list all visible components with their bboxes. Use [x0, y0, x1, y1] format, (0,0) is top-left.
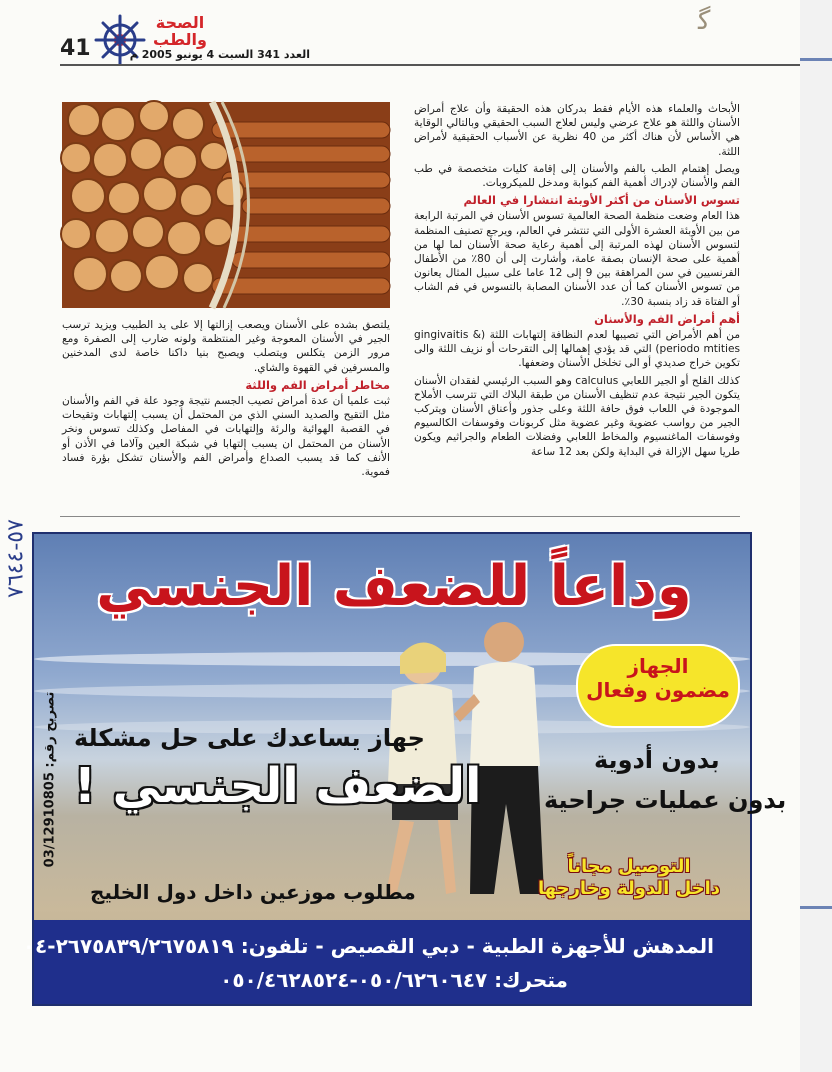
- delivery-line-1: التوصيل مجاناً: [567, 856, 691, 877]
- header-divider: [60, 64, 800, 66]
- guarantee-badge: [576, 644, 740, 728]
- ad-helps-text: جهاز يساعدك على حل مشكلة: [74, 724, 425, 752]
- ad-problem-text: الضعف الجنسي !: [74, 758, 482, 814]
- margin-note-text: ٥٧-٧٦٤٤: [3, 519, 29, 598]
- contact-address-phone: المدهش للأجهزة الطبية - دبي القصيص - تلفون: ٢٦٧٥٨٣٩/٢٦٧٥٨١٩-٠٤: [22, 934, 714, 958]
- logo-line-2: والطب: [153, 30, 207, 49]
- handwritten-mark: ﮔ: [698, 6, 711, 36]
- article-paragraph: من أهم الأمراض التي تصيبها لعدم النظافة إلتهابات اللثة (gingivaitis & periodo mtities) التي قد يؤدي إهمالها إلى التقرحات أو نزيف اللثة والى تكوين خراج صديدي أو الى تخلخل الأسنان وضعفها.: [414, 329, 740, 370]
- delivery-line-2: داخل الدولة وخارجها: [537, 878, 721, 899]
- handwritten-margin-note: [0, 480, 32, 640]
- ad-delivery: [534, 856, 724, 900]
- ad-headline: وداعاً للضعف الجنسي: [96, 554, 692, 619]
- advertisement: [22, 532, 787, 1006]
- license-number: تصريح رقم: 03/12910805: [42, 691, 58, 868]
- page-number: 41: [60, 36, 91, 61]
- ad-no-medicine: بدون أدوية: [594, 746, 720, 774]
- badge-line-1: الجهاز: [627, 654, 689, 678]
- ad-distributors: مطلوب موزعين داخل دول الخليج: [90, 880, 416, 904]
- article-subheading: تسوس الأسنان من أكثر الأوبئة انتشارا في العالم: [463, 193, 740, 208]
- license-vertical: [38, 684, 62, 884]
- contact-mobile: متحرك: ٠٥٠/٦٢٦٠٦٤٧-٠٥٠/٤٦٢٨٥٢٤: [220, 968, 568, 992]
- article-bottom-divider: [60, 516, 740, 517]
- article-right-column: [414, 102, 740, 462]
- article-paragraph: ثبت علميا أن عدة أمراض تصيب الجسم نتيجة وجود علة في الفم والأسنان مثل التقيح والصديد السني الذي من المحتمل أن يسبب إلتهابات وتقيحات في القصبة الهوائية والرئة وإلتهابات في المفاصل وكذلك تسوس ونخر الأسنان من المحتمل ان يسبب إلتهابا في شبكة العين وآلاما في الأذن أو الأنف كما قد يسبب الصداع وأمراض الفم والأسنان تشكل بؤرة فساد فموية.: [62, 395, 390, 479]
- logo-line-1: الصحة: [155, 13, 205, 32]
- badge-line-2: مضمون وفعال: [586, 678, 730, 702]
- article-paragraph: هذا العام وضعت منظمة الصحة العالمية تسوس الأسنان في المرتبة الرابعة من بين الأوبئة العشرة الأولى التي تنتشر في العالم، ويرجع تصنيف المنظمة لتسوس الأسنان لهذه المرتبة إلى أهمية رعاية صحة الأسنان لما لها من أهمية على صحة الإنسان بصفة عامة، وأشارت إلى أن 80٪ من الأطفال الفرنسيين في سن المراهقة بين 9 إلى 12 عاما على سبيل المثال يعانون من تسوس الأسنان كما أن عدد الأسنان المصابة بالتسوس في فم الشاب أو الفتاة قد زاد بنسبة 30٪.: [414, 210, 741, 308]
- scan-margin: [800, 0, 832, 1072]
- article-paragraph: ويصل إهتمام الطب بالفم والأسنان إلى إقامة كليات متخصصة في طب الفم والأسنان لإدراك أهمية الفم كبوابة ومدخل للميكروبات.: [414, 162, 740, 190]
- article-subheading: مخاطر أمراض الفم واللثة: [245, 377, 390, 392]
- licorice-sticks-drawing: [62, 102, 390, 308]
- article-paragraph: كذلك القلح أو الجير اللعابي calculus وهو السبب الرئيسي لفقدان الأسنان يتكون الجير نتيجة عدم تنظيف الأسنان من طبقة البلاك التي تترسب الأملاح الموجودة في اللعاب فوق حافة اللثة وعلى جذور وأعناق الأسنان ويتركب الجير من رواسب عضوية وغير عضوية مثل كربونات وفوسفات الكالسيوم وفوسفات الماغنسيوم والمخاط اللعابي وفضلات الطعام والجراثيم ويكون طريا سهل الإزالة في البداية ولكن بعد 12 ساعة: [414, 374, 740, 458]
- magazine-logo: [150, 14, 210, 48]
- issue-info: العدد 341 السبت 4 يونيو 2005 م: [129, 48, 310, 61]
- ad-contact-bar: [22, 920, 750, 1004]
- article-subheading: أهم أمراض الفم والأسنان: [594, 311, 740, 326]
- scan-edge-line: [800, 906, 832, 909]
- ad-no-surgery: بدون عمليات جراحية: [544, 786, 787, 814]
- article-left-column: [62, 318, 390, 482]
- article-paragraph: الأبحاث والعلماء هذه الأيام فقط بدركان هذه الحقيقة وأن علاج أمراض الأسنان واللثة هو علاج عرضي وليس لعلاج السبب الحقيقي وبالتالي الوقاية هي الأساس لأن هناك أكثر من 40 نظرية عن الأسباب الحقيقية لأمراض اللثة.: [414, 103, 740, 158]
- article-paragraph: يلتصق بشده على الأسنان ويصعب إزالتها إلا على يد الطبيب ويزيد ترسب الجير في الأسنان المعوجة وغير المنتظمة ولونه ضارب إلى الصفرة ومع مرور الزمن يتكلس ويتصلب ويصبح بنيا داكنا خاصة لدى المدخنين والمسرفين في القهوة والشاي.: [62, 319, 390, 374]
- licorice-sticks-photo: [62, 102, 390, 308]
- scan-edge-line: [800, 58, 832, 61]
